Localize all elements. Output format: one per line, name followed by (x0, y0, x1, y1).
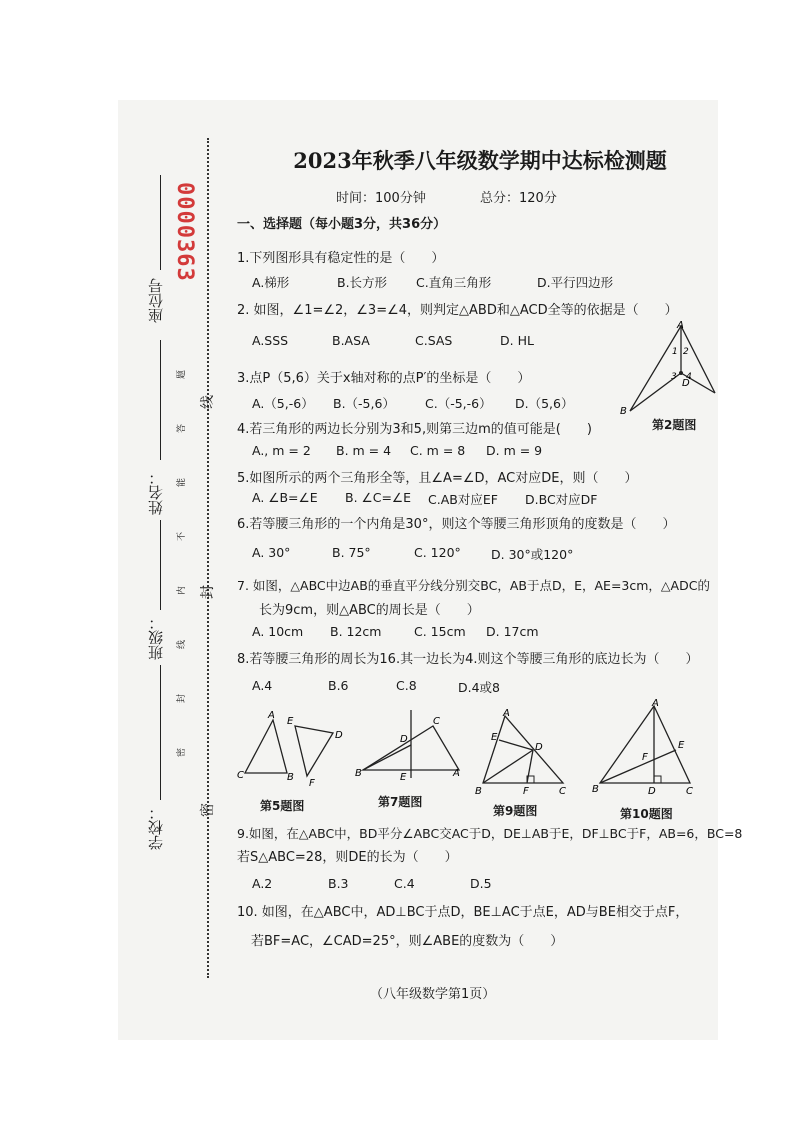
question-9: 9.如图，在△ABC中，BD平分∠ABC交AC于D，DE⊥AB于E，DF⊥BC于F，AB=6，BC=8 (237, 826, 743, 841)
warning-char: 线 (177, 639, 188, 650)
seat-label: 座位号 (147, 278, 165, 323)
svg-text:E: E (287, 716, 294, 727)
q9-option-b: B.3 (328, 876, 349, 891)
q8-option-c: C.8 (396, 678, 417, 693)
svg-text:1: 1 (672, 347, 678, 357)
question-7-line2: 长为9cm，则△ABC的周长是（ ） (259, 603, 480, 618)
q5-option-a: A. ∠B=∠E (252, 490, 318, 505)
q2-option-d: D. HL (500, 333, 534, 348)
q9-option-a: A.2 (252, 876, 273, 891)
warning-char: 内 (177, 585, 188, 596)
q3-option-d: D.（5,6） (515, 396, 574, 411)
q1-option-c: C.直角三角形 (416, 275, 492, 290)
q2-option-c: C.SAS (415, 333, 453, 348)
q6-option-c: C. 120° (414, 545, 461, 560)
class-label: 班级： (147, 615, 165, 660)
svg-text:B: B (287, 772, 294, 783)
warning-char: 能 (177, 477, 188, 488)
q4-option-d: D. m = 9 (486, 443, 543, 458)
question-9-line2: 若S△ABC=28，则DE的长为（ ） (237, 850, 458, 865)
q8-option-b: B.6 (328, 678, 349, 693)
section-heading: 一、选择题（每小题3分，共36分） (237, 217, 447, 232)
question-7: 7. 如图，△ABC中边AB的垂直平分线分别交BC，AB于点D，E，AE=3cm，△ADC的 (237, 578, 710, 593)
svg-text:F: F (642, 752, 648, 763)
svg-text:E: E (678, 740, 685, 751)
school-underline (160, 665, 161, 800)
q1-option-d: D.平行四边形 (537, 275, 614, 290)
svg-text:A: A (652, 698, 659, 709)
q7-option-b: B. 12cm (330, 624, 382, 639)
svg-text:A: A (453, 768, 460, 779)
svg-text:F: F (309, 778, 315, 789)
svg-text:B: B (475, 786, 482, 797)
figure-5-caption: 第5题图 (260, 799, 305, 813)
seal-dotted-line (207, 138, 209, 978)
question-1: 1.下列图形具有稳定性的是（ ） (237, 251, 445, 266)
question-2: 2. 如图，∠1=∠2，∠3=∠4，则判定△ABD和△ACD全等的依据是（ ） (237, 303, 678, 318)
svg-text:A: A (503, 708, 510, 719)
school-label: 学校： (147, 805, 165, 850)
q9-option-c: C.4 (394, 876, 415, 891)
q7-option-a: A. 10cm (252, 624, 304, 639)
q4-option-a: A., m = 2 (252, 443, 311, 458)
q6-option-d: D. 30°或120° (491, 547, 574, 562)
svg-text:D: D (535, 742, 543, 753)
name-underline (160, 340, 161, 460)
serial-number: 0000363 (172, 182, 197, 282)
q8-option-a: A.4 (252, 678, 273, 693)
figure-7-caption: 第7题图 (378, 795, 423, 809)
seat-underline (160, 175, 161, 270)
svg-text:D: D (682, 378, 690, 389)
figure-5 (235, 708, 350, 793)
svg-text:B: B (592, 784, 599, 795)
exam-score: 总分：120分 (480, 191, 557, 206)
svg-text:B: B (620, 406, 627, 417)
figure-2-caption: 第2题图 (652, 418, 697, 432)
name-label: 姓名： (147, 470, 165, 515)
svg-text:D: D (648, 786, 656, 797)
class-underline (160, 520, 161, 610)
q6-option-b: B. 75° (332, 545, 371, 560)
svg-text:E: E (400, 772, 407, 783)
q2-option-a: A.SSS (252, 333, 289, 348)
svg-text:3: 3 (671, 372, 677, 382)
warning-char: 封 (177, 693, 188, 704)
svg-text:C: C (237, 770, 244, 781)
question-4: 4.若三角形的两边长分别为3和5,则第三边m的值可能是( ) (237, 422, 592, 437)
svg-text:C: C (433, 716, 440, 727)
page-footer: （八年级数学第1页） (370, 987, 496, 1002)
warning-char: 密 (177, 747, 188, 758)
svg-text:A: A (268, 710, 275, 721)
svg-text:C: C (559, 786, 566, 797)
exam-time: 时间：100分钟 (336, 191, 426, 206)
q9-option-d: D.5 (470, 876, 492, 891)
figure-10 (590, 698, 700, 798)
question-10: 10. 如图，在△ABC中，AD⊥BC于点D，BE⊥AC于点E，AD与BE相交于点F， (237, 905, 689, 920)
svg-text:B: B (355, 768, 362, 779)
seal-char-secret: 密 (200, 803, 216, 817)
q7-option-c: C. 15cm (414, 624, 466, 639)
figure-9-caption: 第9题图 (493, 804, 538, 818)
svg-text:D: D (400, 734, 408, 745)
q8-option-d: D.4或8 (458, 680, 501, 695)
figure-2 (615, 318, 720, 418)
question-10-line2: 若BF=AC，∠CAD=25°，则∠ABE的度数为（ ） (251, 934, 564, 949)
q5-option-c: C.AB对应EF (428, 492, 498, 507)
q1-option-a: A.梯形 (252, 275, 290, 290)
q4-option-c: C. m = 8 (410, 443, 466, 458)
question-5: 5.如图所示的两个三角形全等，且∠A=∠D，AC对应DE，则（ ） (237, 471, 638, 486)
q3-option-b: B.（-5,6） (333, 396, 395, 411)
warning-char: 答 (177, 423, 188, 434)
q6-option-a: A. 30° (252, 545, 291, 560)
q5-option-d: D.BC对应DF (525, 492, 598, 507)
figure-7 (355, 700, 465, 790)
q5-option-b: B. ∠C=∠E (345, 490, 412, 505)
q1-option-b: B.长方形 (337, 275, 388, 290)
svg-text:F: F (523, 786, 529, 797)
svg-text:D: D (335, 730, 343, 741)
seal-char-line: 线 (200, 395, 216, 409)
figure-10-caption: 第10题图 (620, 807, 673, 821)
svg-text:A: A (677, 320, 684, 331)
warning-char: 不 (177, 531, 188, 542)
svg-text:C: C (686, 786, 693, 797)
svg-text:E: E (491, 732, 498, 743)
q7-option-d: D. 17cm (486, 624, 539, 639)
warning-char: 题 (177, 369, 188, 380)
q3-option-c: C.（-5,-6） (425, 396, 492, 411)
exam-title: 2023年秋季八年级数学期中达标检测题 (293, 148, 667, 173)
q4-option-b: B. m = 4 (336, 443, 392, 458)
question-6: 6.若等腰三角形的一个内角是30°，则这个等腰三角形顶角的度数是（ ） (237, 517, 676, 532)
svg-text:4: 4 (686, 372, 692, 382)
q3-option-a: A.（5,-6） (252, 396, 314, 411)
q2-option-b: B.ASA (332, 333, 370, 348)
question-3: 3.点P（5,6）关于x轴对称的点P′的坐标是（ ） (237, 371, 531, 386)
svg-text:2: 2 (683, 347, 689, 357)
figure-9 (475, 708, 575, 798)
question-8: 8.若等腰三角形的周长为16.其一边长为4.则这个等腰三角形的底边长为（ ） (237, 652, 699, 667)
seal-char-seal: 封 (200, 585, 216, 599)
